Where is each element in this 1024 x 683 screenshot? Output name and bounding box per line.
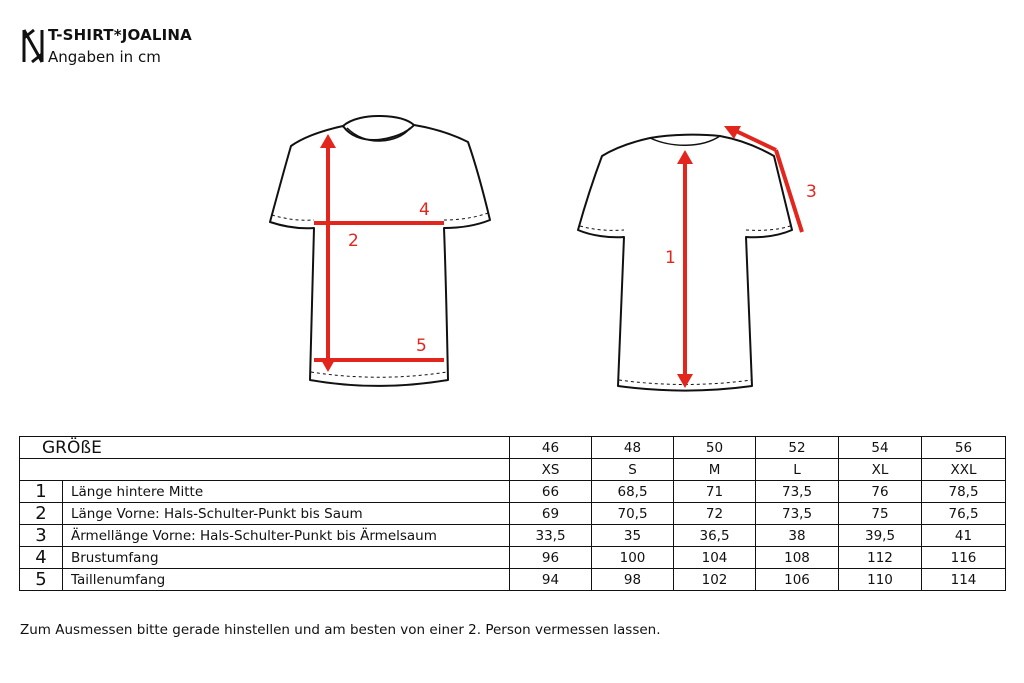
table-row <box>20 547 1006 569</box>
value-cell: 71 <box>674 481 756 503</box>
front-label-2: 2 <box>348 231 359 251</box>
value-cell: 114 <box>922 569 1006 591</box>
measuring-note: Zum Ausmessen bitte gerade hinstellen und am besten von einer 2. Person vermessen lassen. <box>20 622 661 638</box>
row-label: Länge Vorne: Hals-Schulter-Punkt bis Saum <box>63 503 510 525</box>
value-cell: 102 <box>674 569 756 591</box>
size-table-title: GRÖßE <box>20 437 510 459</box>
front-label-5: 5 <box>416 336 427 356</box>
size-numeric-cell: 56 <box>922 437 1006 459</box>
table-row <box>20 525 1006 547</box>
value-cell: 38 <box>756 525 839 547</box>
row-label: Brustumfang <box>63 547 510 569</box>
brand-title: T-SHIRT*JOALINA <box>48 26 192 44</box>
value-cell: 106 <box>756 569 839 591</box>
value-cell: 116 <box>922 547 1006 569</box>
size-numeric-cell: 52 <box>756 437 839 459</box>
value-cell: 108 <box>756 547 839 569</box>
size-table <box>19 436 1006 591</box>
front-tshirt-outline <box>270 116 490 386</box>
size-numeric-cell: 48 <box>592 437 674 459</box>
size-numeric-cell: 54 <box>839 437 922 459</box>
table-letter-size-row <box>20 459 1006 481</box>
value-cell: 75 <box>839 503 922 525</box>
units-subtitle: Angaben in cm <box>48 48 161 66</box>
table-row <box>20 481 1006 503</box>
size-letter-cell: M <box>674 459 756 481</box>
row-label: Länge hintere Mitte <box>63 481 510 503</box>
value-cell: 94 <box>510 569 592 591</box>
value-cell: 110 <box>839 569 922 591</box>
value-cell: 66 <box>510 481 592 503</box>
size-letter-cell: XL <box>839 459 922 481</box>
row-number: 3 <box>20 525 63 547</box>
value-cell: 68,5 <box>592 481 674 503</box>
row-label: Taillenumfang <box>63 569 510 591</box>
value-cell: 73,5 <box>756 481 839 503</box>
row-label: Ärmellänge Vorne: Hals-Schulter-Punkt bis Ärmelsaum <box>63 525 510 547</box>
row-number: 1 <box>20 481 63 503</box>
size-letter-cell: L <box>756 459 839 481</box>
value-cell: 78,5 <box>922 481 1006 503</box>
size-numeric-cell: 50 <box>674 437 756 459</box>
size-letter-cell: S <box>592 459 674 481</box>
table-header-row <box>20 437 1006 459</box>
value-cell: 36,5 <box>674 525 756 547</box>
value-cell: 98 <box>592 569 674 591</box>
front-label-4: 4 <box>419 200 430 220</box>
value-cell: 104 <box>674 547 756 569</box>
value-cell: 76 <box>839 481 922 503</box>
back-label-3: 3 <box>806 182 817 202</box>
value-cell: 100 <box>592 547 674 569</box>
value-cell: 39,5 <box>839 525 922 547</box>
table-row <box>20 503 1006 525</box>
table-row <box>20 569 1006 591</box>
value-cell: 70,5 <box>592 503 674 525</box>
value-cell: 41 <box>922 525 1006 547</box>
value-cell: 96 <box>510 547 592 569</box>
value-cell: 72 <box>674 503 756 525</box>
back-label-1: 1 <box>665 248 676 268</box>
value-cell: 73,5 <box>756 503 839 525</box>
size-numeric-cell: 46 <box>510 437 592 459</box>
value-cell: 35 <box>592 525 674 547</box>
value-cell: 76,5 <box>922 503 1006 525</box>
empty-cell <box>20 459 510 481</box>
value-cell: 112 <box>839 547 922 569</box>
value-cell: 69 <box>510 503 592 525</box>
value-cell: 33,5 <box>510 525 592 547</box>
row-number: 5 <box>20 569 63 591</box>
row-number: 2 <box>20 503 63 525</box>
row-number: 4 <box>20 547 63 569</box>
size-letter-cell: XXL <box>922 459 1006 481</box>
back-measurements <box>677 126 802 388</box>
size-letter-cell: XS <box>510 459 592 481</box>
